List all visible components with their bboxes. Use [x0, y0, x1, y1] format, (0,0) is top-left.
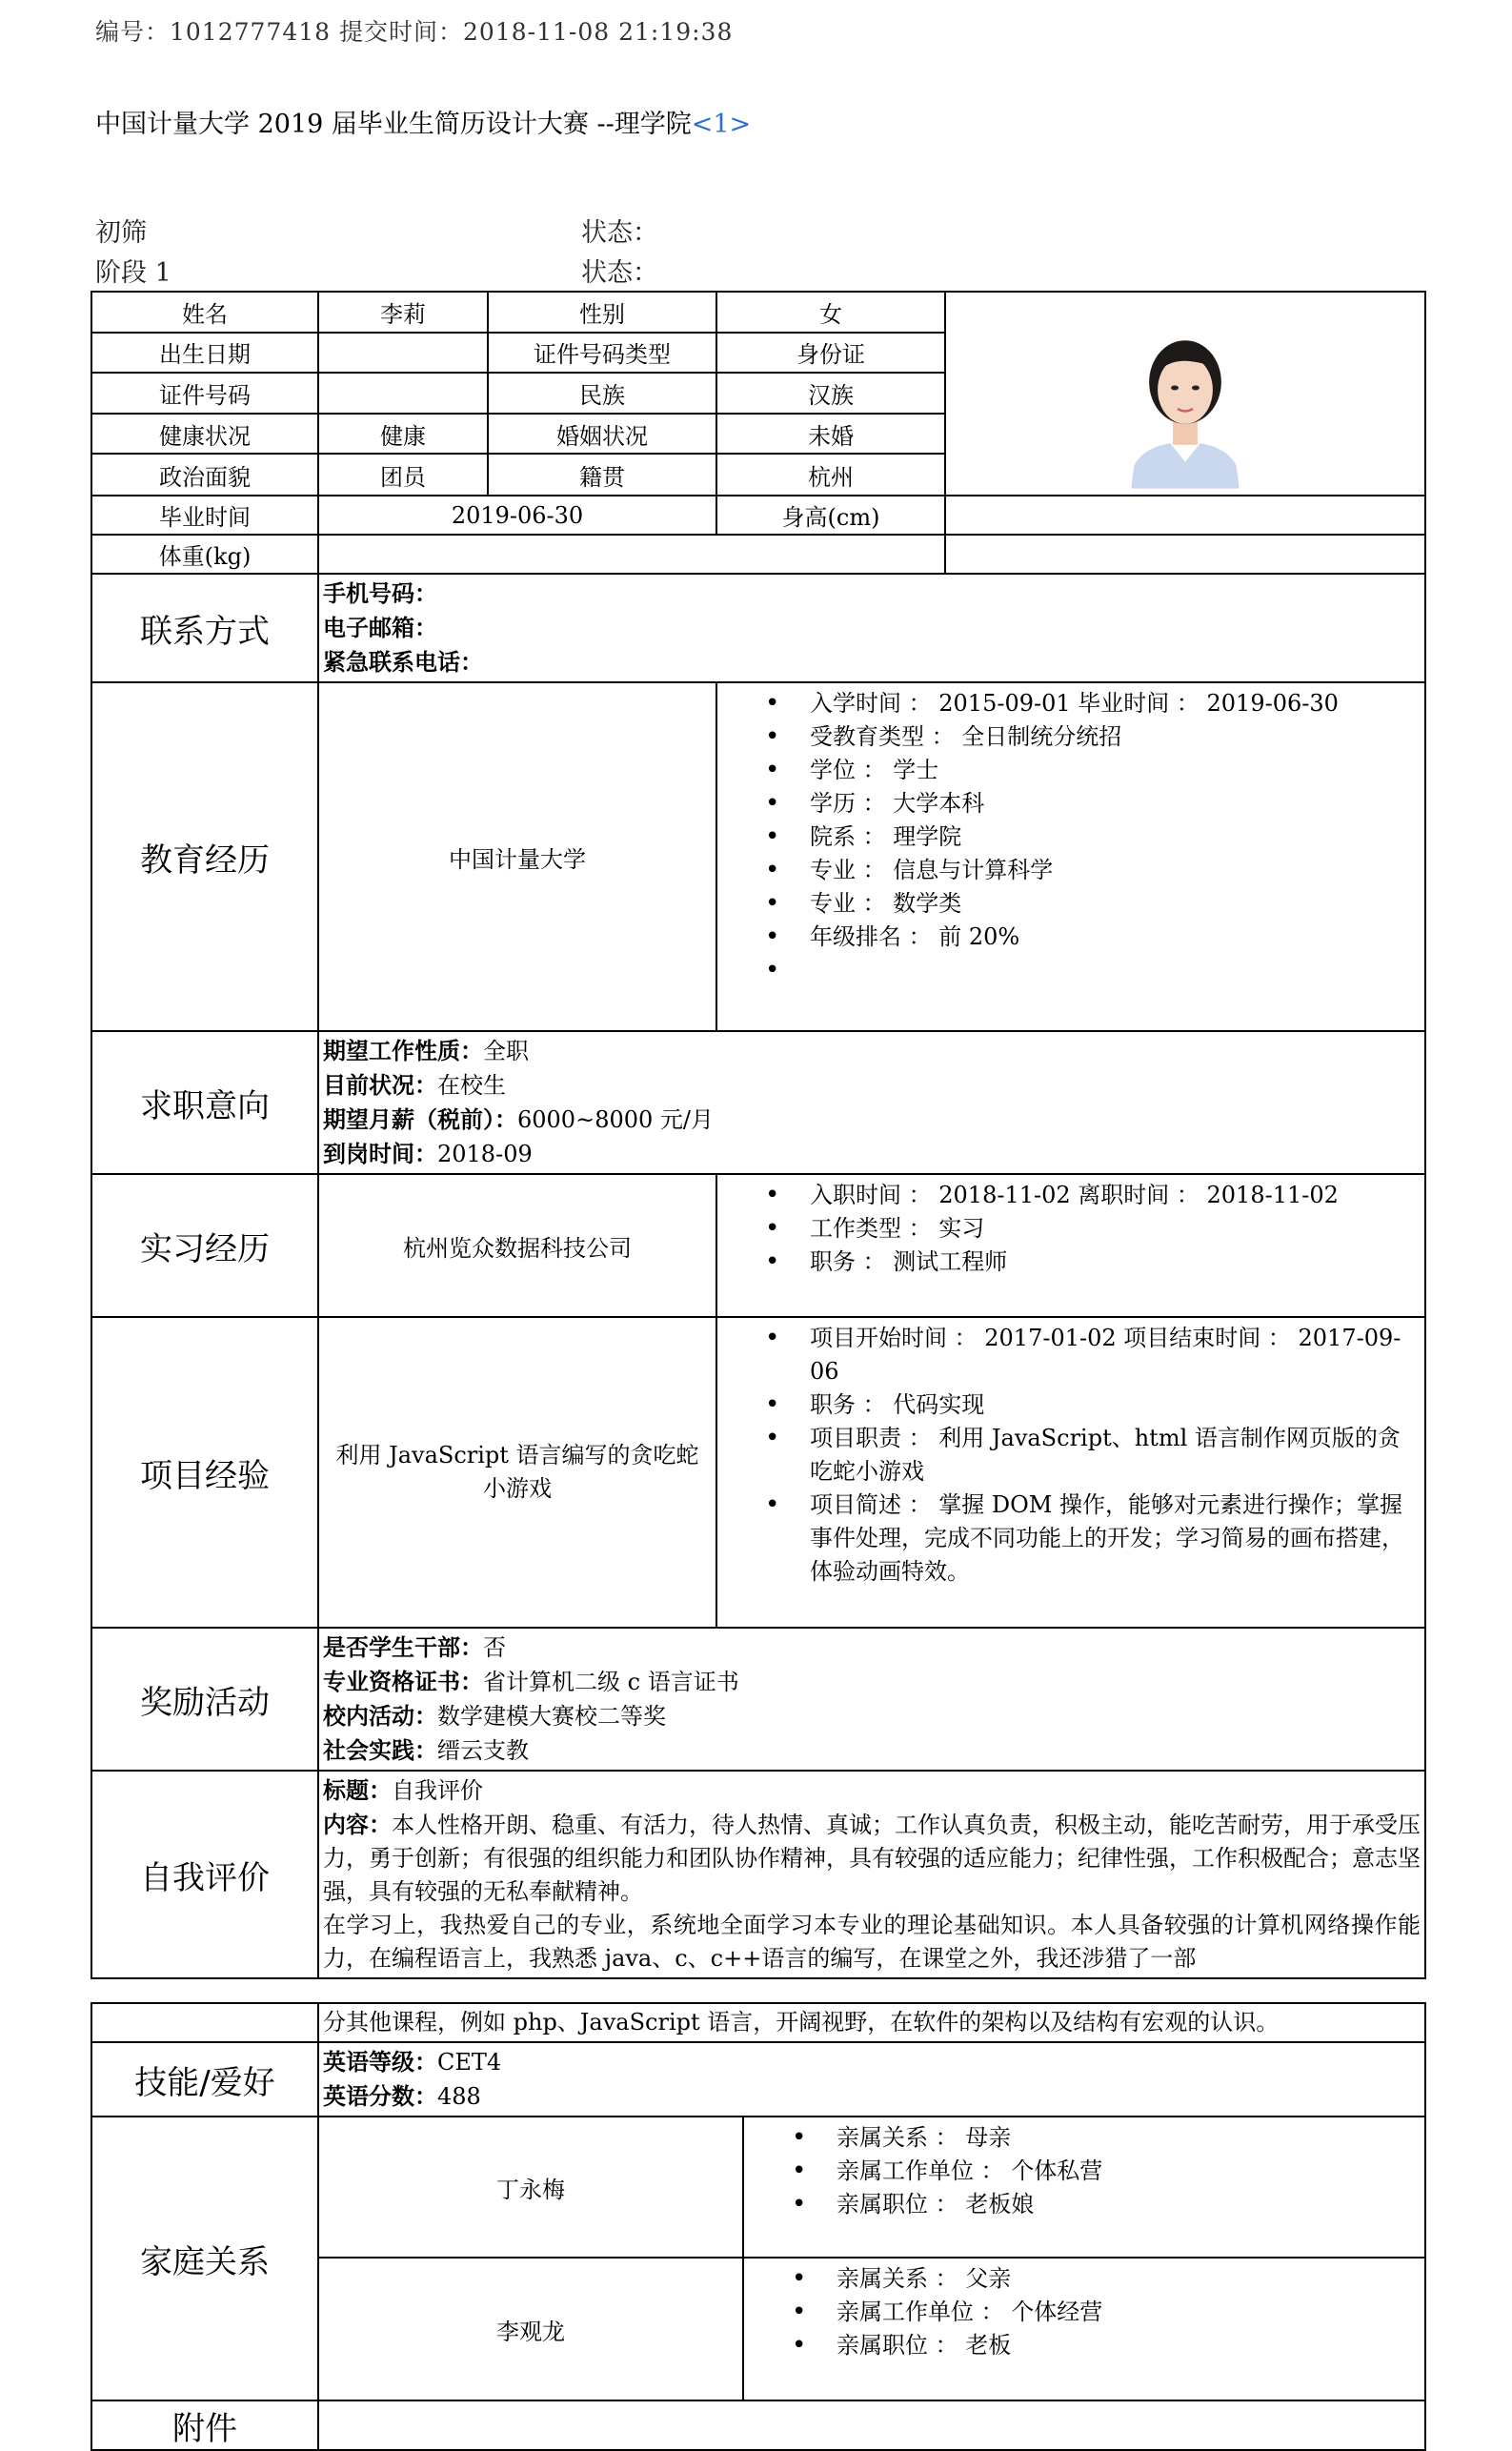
- family-member-name: 李观龙: [318, 2258, 743, 2400]
- skills-line: [323, 2045, 1421, 2079]
- awards-line: [323, 1733, 1421, 1768]
- list-item: • 亲属关系 ： 母亲: [744, 2121, 1417, 2155]
- field-value: CET4: [437, 2049, 502, 2076]
- list-item: • 院系 ： 理学院: [717, 820, 1417, 854]
- nation-label: 民族: [488, 373, 716, 414]
- internship-company: 杭州览众数据科技公司: [318, 1174, 716, 1317]
- phone-line: [323, 577, 1421, 611]
- idno-value: [318, 373, 488, 414]
- field-label: 专业资格证书：: [323, 1668, 483, 1695]
- avatar: [946, 293, 1424, 489]
- list-item: • 专业 ： 数学类: [717, 887, 1417, 921]
- family-member-details: [743, 2258, 1425, 2400]
- self-eval-content: [323, 1808, 1421, 1909]
- self-eval-section: [91, 1771, 1425, 1978]
- list-item: • 项目开始时间 ： 2017-01-02 项目结束时间 ： 2017-09-06: [717, 1322, 1417, 1388]
- page-number-link[interactable]: <1>: [691, 110, 752, 139]
- project-name: 利用 JavaScript 语言编写的贪吃蛇小游戏: [318, 1317, 716, 1628]
- internship-details: [716, 1174, 1425, 1317]
- attachment-title: 附件: [91, 2400, 318, 2450]
- awards-line: [323, 1665, 1421, 1699]
- photo-cell: [945, 292, 1425, 496]
- continued-blank: [91, 2003, 318, 2042]
- field-label: 目前状况：: [323, 1071, 437, 1099]
- internship-section: [91, 1174, 1425, 1317]
- skills-details: [318, 2042, 1425, 2117]
- weight-blank: [945, 535, 1425, 574]
- list-item: [717, 954, 1417, 987]
- email-line: [323, 611, 1421, 645]
- grad-row: [91, 496, 1425, 535]
- intention-line: [323, 1034, 1421, 1068]
- field-label: 社会实践：: [323, 1736, 437, 1764]
- contact-section: [91, 574, 1425, 682]
- marital-value: 未婚: [716, 414, 945, 455]
- political-value: 团员: [318, 454, 488, 496]
- list-item: • 入学时间 ： 2015-09-01 毕业时间 ： 2019-06-30: [717, 687, 1417, 720]
- field-label: 校内活动：: [323, 1702, 437, 1730]
- marital-label: 婚姻状况: [488, 414, 716, 455]
- list-item: • 年级排名 ： 前 20%: [717, 921, 1417, 954]
- self-eval-head: [323, 1773, 1421, 1808]
- list-item: • 学位 ： 学士: [717, 754, 1417, 787]
- avatar-photo: [946, 293, 1424, 495]
- list-item: • 职务 ： 代码实现: [717, 1388, 1417, 1422]
- list-item: • 项目职责 ： 利用 JavaScript、html 语言制作网页版的贪吃蛇小游戏: [717, 1422, 1417, 1489]
- awards-section: [91, 1628, 1425, 1771]
- self-eval-continued: 分其他课程，例如 php、JavaScript 语言，开阔视野，在软件的架构以及结构有宏观的认识。: [318, 2003, 1425, 2042]
- skills-title: 技能/爱好: [91, 2042, 318, 2117]
- field-value: 全职: [483, 1038, 529, 1064]
- family-member-row: [91, 2117, 1425, 2258]
- field-value: 数学建模大赛校二等奖: [437, 1703, 666, 1730]
- submission-meta: 编号：1012777418 提交时间：2018-11-08 21:19:38: [95, 18, 734, 46]
- attachment-content: [318, 2400, 1425, 2450]
- awards-title: 奖励活动: [91, 1628, 318, 1771]
- height-label: 身高(cm): [716, 496, 945, 535]
- list-item: • 亲属工作单位 ： 个体经营: [744, 2296, 1417, 2329]
- list-item: • 亲属关系 ： 父亲: [744, 2262, 1417, 2296]
- field-value: 在校生: [437, 1072, 506, 1099]
- political-label: 政治面貌: [91, 454, 318, 496]
- awards-line: [323, 1699, 1421, 1733]
- idtype-value: 身份证: [716, 333, 945, 374]
- field-label: 到岗时间：: [323, 1140, 437, 1167]
- nation-value: 汉族: [716, 373, 945, 414]
- family-title: 家庭关系: [91, 2117, 318, 2400]
- resume-table-continued: [91, 2002, 1426, 2451]
- contact-title: 联系方式: [91, 574, 318, 682]
- education-title: 教育经历: [91, 682, 318, 1031]
- education-school: 中国计量大学: [318, 682, 716, 1031]
- list-item: • 受教育类型 ： 全日制统分统招: [717, 720, 1417, 754]
- birth-value: [318, 333, 488, 374]
- self-eval-details: [318, 1771, 1425, 1978]
- emergency-label: 紧急联系电话：: [323, 648, 483, 676]
- field-value: 自我评价: [392, 1777, 483, 1804]
- list-item: • 入职时间 ： 2018-11-02 离职时间 ： 2018-11-02: [717, 1179, 1417, 1212]
- skills-section: [91, 2042, 1425, 2117]
- field-value: 488: [437, 2083, 481, 2110]
- education-section: [91, 682, 1425, 1031]
- stage-screening: 初筛: [95, 218, 147, 248]
- name-label: 姓名: [91, 292, 318, 333]
- birth-label: 出生日期: [91, 333, 318, 374]
- phone-label: 手机号码：: [323, 579, 437, 607]
- self-eval-title: 自我评价: [91, 1771, 318, 1978]
- idno-label: 证件号码: [91, 373, 318, 414]
- email-label: 电子邮箱：: [323, 614, 437, 641]
- list-item: • 亲属职位 ： 老板娘: [744, 2188, 1417, 2221]
- health-value: 健康: [318, 414, 488, 455]
- height-value: [945, 496, 1425, 535]
- skills-line: [323, 2079, 1421, 2114]
- education-details: [716, 682, 1425, 1031]
- intention-line: [323, 1137, 1421, 1171]
- list-item: • 职务 ： 测试工程师: [717, 1246, 1417, 1279]
- native-label: 籍贯: [488, 454, 716, 496]
- grad-value: 2019-06-30: [318, 496, 716, 535]
- field-label: 期望月薪（税前）：: [323, 1105, 517, 1133]
- list-item: • 工作类型 ： 实习: [717, 1212, 1417, 1246]
- contact-details: [318, 574, 1425, 682]
- internship-title: 实习经历: [91, 1174, 318, 1317]
- field-value: 本人性格开朗、稳重、有活力，待人热情、真诚；工作认真负责，积极主动，能吃苦耐劳，用于承受压力，勇于创新；有很强的组织能力和团队协作精神，具有较强的适应能力；纪律性强，工作积极配合；意志坚强，具有较强的无私奉献精神。: [323, 1812, 1421, 1905]
- field-label: 内容：: [323, 1811, 392, 1838]
- field-label: 英语等级：: [323, 2048, 437, 2076]
- intention-details: [318, 1031, 1425, 1174]
- weight-value: [318, 535, 945, 574]
- list-item: • 项目简述 ： 掌握 DOM 操作，能够对元素进行操作；掌握事件处理，完成不同功能上的开发；学习简易的画布搭建，体验动画特效。: [717, 1489, 1417, 1589]
- grad-label: 毕业时间: [91, 496, 318, 535]
- field-label: 期望工作性质：: [323, 1037, 483, 1064]
- project-title: 项目经验: [91, 1317, 318, 1628]
- field-label: 英语分数：: [323, 2082, 437, 2110]
- stage-screening-status: 状态：: [581, 218, 658, 248]
- list-item: • 亲属工作单位 ： 个体私营: [744, 2155, 1417, 2188]
- list-item: • 专业 ： 信息与计算科学: [717, 854, 1417, 887]
- intention-section: [91, 1031, 1425, 1174]
- self-eval-content-2: 在学习上，我热爱自己的专业，系统地全面学习本专业的理论基础知识。本人具备较强的计算机网络操作能力，在编程语言上，我熟悉 java、c、c++语言的编写，在课堂之外，我还涉猎了一部: [323, 1912, 1421, 1972]
- family-member-details: [743, 2117, 1425, 2258]
- gender-value: 女: [716, 292, 945, 333]
- field-value: 否: [483, 1634, 506, 1661]
- intention-line: [323, 1068, 1421, 1103]
- project-section: [91, 1317, 1425, 1628]
- family-member-name: 丁永梅: [318, 2117, 743, 2258]
- name-value: 李莉: [318, 292, 488, 333]
- idtype-label: 证件号码类型: [488, 333, 716, 374]
- gender-label: 性别: [488, 292, 716, 333]
- intention-line: [323, 1103, 1421, 1137]
- awards-details: [318, 1628, 1425, 1771]
- title-text: 中国计量大学 2019 届毕业生简历设计大赛 --理学院: [95, 110, 692, 139]
- list-item: • 学历 ： 大学本科: [717, 787, 1417, 820]
- project-details: [716, 1317, 1425, 1628]
- resume-table: [91, 291, 1426, 1979]
- awards-line: [323, 1631, 1421, 1665]
- stage-one-status: 状态：: [581, 258, 658, 288]
- intention-title: 求职意向: [91, 1031, 318, 1174]
- field-value: 2018-09: [437, 1141, 533, 1167]
- field-label: 标题：: [323, 1776, 392, 1804]
- stage-one: 阶段 1: [95, 258, 171, 288]
- field-value: 省计算机二级 c 语言证书: [483, 1669, 739, 1695]
- page-title: [95, 103, 751, 140]
- field-value: 6000~8000 元/月: [517, 1106, 714, 1133]
- weight-row: [91, 535, 1425, 574]
- list-item: • 亲属职位 ： 老板: [744, 2329, 1417, 2362]
- field-label: 是否学生干部：: [323, 1633, 483, 1661]
- self-eval-continued-row: [91, 2003, 1425, 2042]
- basic-row: [91, 292, 1425, 333]
- attachment-section: [91, 2400, 1425, 2450]
- field-value: 缙云支教: [437, 1737, 529, 1764]
- emergency-line: [323, 645, 1421, 679]
- health-label: 健康状况: [91, 414, 318, 455]
- weight-label: 体重(kg): [91, 535, 318, 574]
- native-value: 杭州: [716, 454, 945, 496]
